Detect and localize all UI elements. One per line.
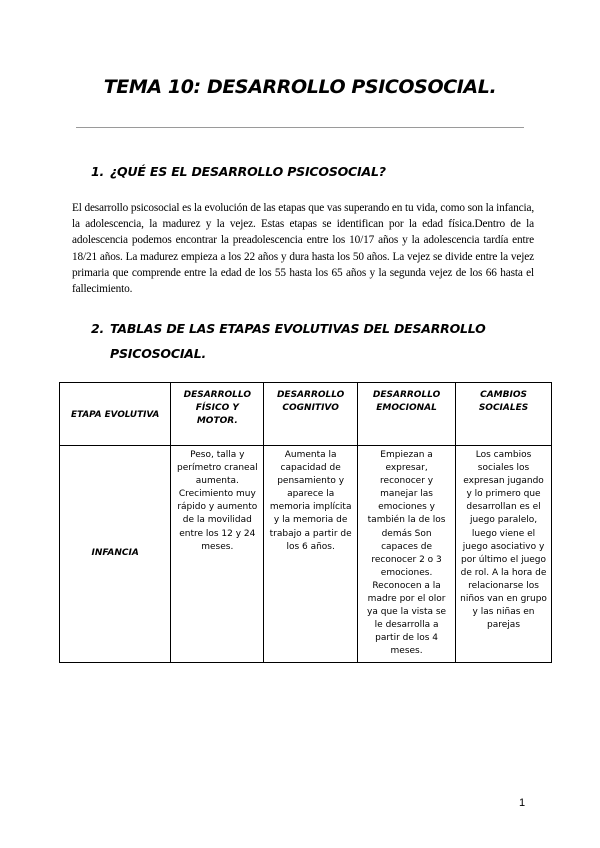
section-1-title: ¿QUÉ ES EL DESARROLLO PSICOSOCIAL? <box>110 164 386 179</box>
page-title: TEMA 10: DESARROLLO PSICOSOCIAL. <box>103 76 497 98</box>
column-header: DESARROLLO EMOCIONAL <box>358 383 456 446</box>
page-number: 1 <box>519 797 526 809</box>
column-header: DESARROLLO COGNITIVO <box>264 383 358 446</box>
section-2-heading <box>91 321 486 336</box>
table-row <box>60 446 552 663</box>
cognitive-development-cell: Aumenta la capacidad de pensamiento y aparece la memoria implícita y la memoria de trabajo a partir de los 6 años. <box>264 446 358 663</box>
social-changes-cell: Los cambios sociales los expresan jugando y lo primero que desarrollan es el juego paralelo, luego viene el juego asociativo y por último el juego de rol. A la hora de relacionarse los niños van en grupo y las niñas en parejas <box>456 446 552 663</box>
table-header-row <box>60 383 552 446</box>
column-header: ETAPA EVOLUTIVA <box>60 383 171 446</box>
physical-development-cell: Peso, talla y perímetro craneal aumenta. Crecimiento muy rápido y aumento de la movilidad entre los 12 y 24 meses. <box>171 446 264 663</box>
emotional-development-cell: Empiezan a expresar, reconocer y manejar las emociones y también la de los demás Son capaces de reconocer 2 o 3 emociones. Reconocen a la madre por el olor ya que la vista se le desarrolla a partir de los 4 meses. <box>358 446 456 663</box>
section-2-title-line2: PSICOSOCIAL. <box>110 346 207 361</box>
section-2-number: 2. <box>91 321 105 336</box>
intro-paragraph: El desarrollo psicosocial es la evolución de las etapas que vas superando en tu vida, como son la infancia, la adolescencia, la madurez y la vejez. Estas etapas se identifican por la edad física.Dentro de la adolescencia podemos encontrar la preadolescencia entre los 10/17 años y la adolescencia tardía entre 18/21 años. La madurez empieza a los 22 años y dura hasta los 50 años. La vejez se divide entre la vejez primaria que comprende entre la edad de los 55 hasta los 65 años y la segunda vejez de los 66 hasta el fallecimiento. <box>72 202 534 296</box>
column-header: CAMBIOS SOCIALES <box>456 383 552 446</box>
stage-cell: INFANCIA <box>60 446 171 663</box>
column-header: DESARROLLO FÍSICO Y MOTOR. <box>171 383 264 446</box>
section-1-heading <box>91 164 386 179</box>
stages-table <box>59 382 552 663</box>
section-1-number: 1. <box>91 164 105 179</box>
section-2-title-line1: TABLAS DE LAS ETAPAS EVOLUTIVAS DEL DESARROLLO <box>110 321 486 336</box>
horizontal-divider <box>76 127 524 128</box>
